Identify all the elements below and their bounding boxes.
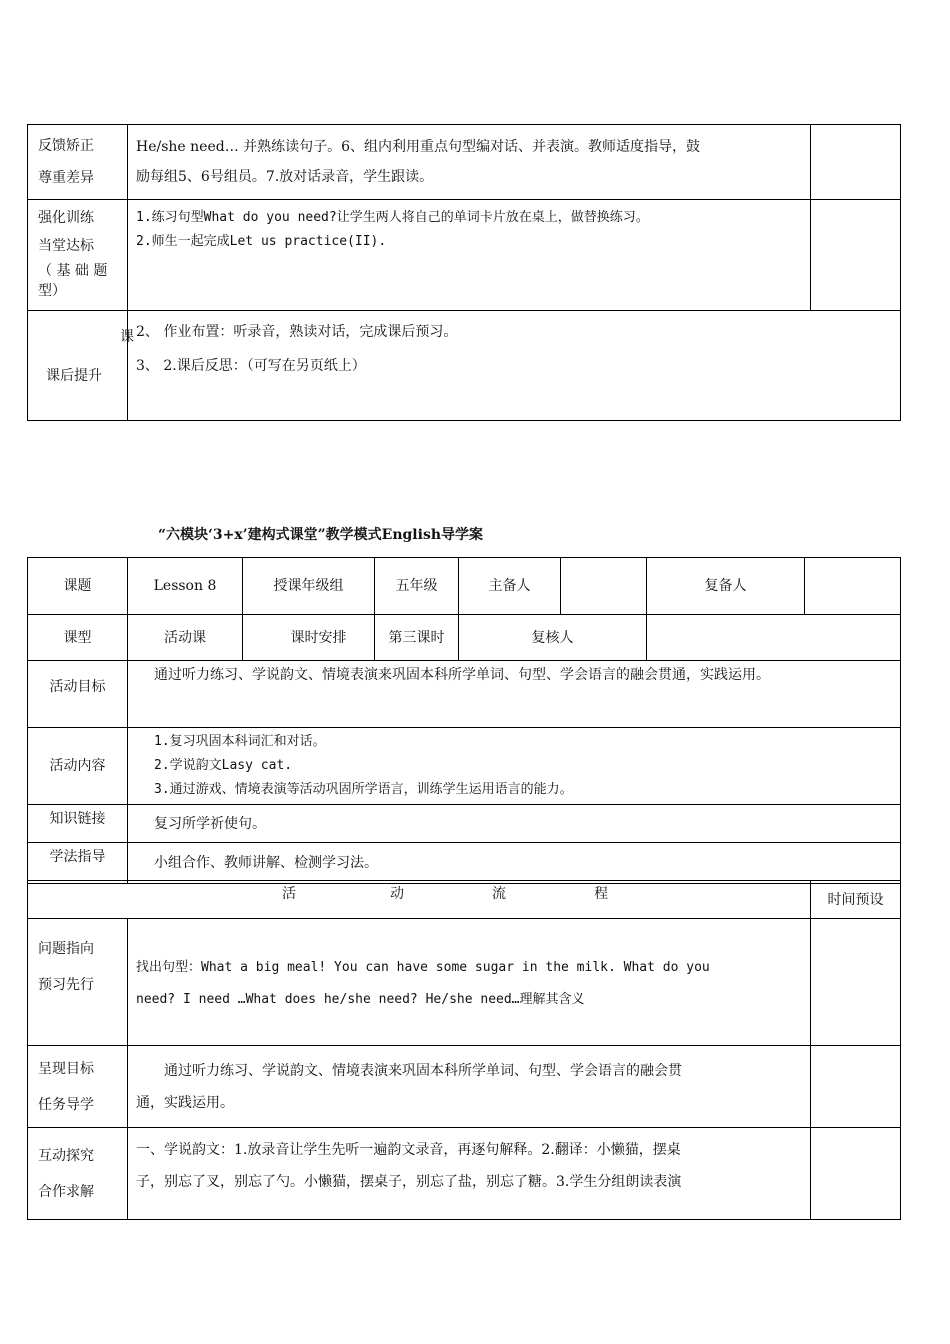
- flow-table: [27, 880, 901, 1220]
- knowledge-label: 知识链接: [28, 805, 128, 843]
- present-time: [811, 1046, 901, 1128]
- feedback-content: He/she need… 并熟练读句子。6、组内利用重点句型编对话、并表演。教师适度指导，鼓 励每组5、6号组员。7.放对话录音，学生跟读。: [128, 125, 811, 200]
- method-label: 学法指导: [28, 843, 128, 884]
- present-label: 呈现目标 任务导学: [28, 1046, 128, 1128]
- present-content: 通过听力练习、学说韵文、情境表演来巩固本科所学单词、句型、学会语言的融会贯 通，实践运用。: [128, 1046, 811, 1128]
- lesson-type-table: [27, 614, 901, 661]
- interact-content: 一、学说韵文：1.放录音让学生先听一遍韵文录音，再逐句解释。2.翻译：小懒猫，摆桌 子，别忘了叉，别忘了勺。小懒猫，摆桌子，别忘了盐，别忘了糖。3.学生分组朗读表演: [128, 1128, 811, 1220]
- flow-char: 活: [282, 886, 296, 902]
- schedule-label: 课时安排: [243, 615, 375, 661]
- topic-value: Lesson 8: [128, 558, 243, 615]
- feedback-label: 反馈矫正 尊重差异: [28, 125, 128, 200]
- preview-time: [811, 919, 901, 1046]
- content-item: 3.通过游戏、情境表演等活动巩固所学语言，训练学生运用语言的能力。: [154, 782, 573, 797]
- preparer-label: 主备人: [459, 558, 561, 615]
- practice-content: 1.练习句型What do you need?让学生两人将自己的单词卡片放在桌上，做替换练习。 2.师生一起完成Let us practice(II).: [128, 200, 811, 311]
- practice-time: [811, 200, 901, 311]
- content-item: 1.复习巩固本科词汇和对话。: [154, 734, 326, 749]
- preparer-value: [561, 558, 647, 615]
- co-preparer-label: 复备人: [647, 558, 805, 615]
- schedule-value: 第三课时: [375, 615, 459, 661]
- interact-time: [811, 1128, 901, 1220]
- flow-header: [28, 881, 811, 919]
- reviewer-label: 复核人: [459, 615, 647, 661]
- doc-title: “六模块‘3+x’建构式课堂”教学模式English导学案: [158, 527, 484, 543]
- time-preset-label: 时间预设: [811, 881, 901, 919]
- extension-label: 课后提升 课: [28, 311, 128, 421]
- reviewer-value: [647, 615, 901, 661]
- co-preparer-value: [805, 558, 901, 615]
- feedback-table: [27, 124, 901, 421]
- info-table: [27, 660, 901, 884]
- knowledge-text: 复习所学祈使句。: [128, 805, 901, 843]
- flow-char: 动: [390, 886, 404, 902]
- feedback-time: [811, 125, 901, 200]
- preview-label: 问题指向 预习先行: [28, 919, 128, 1046]
- content-item: 2.学说韵文Lasy cat.: [154, 758, 293, 773]
- goals-text: 通过听力练习、学说韵文、情境表演来巩固本科所学单词、句型、学会语言的融会贯通，实践运用。: [128, 661, 901, 728]
- topic-label: 课题: [28, 558, 128, 615]
- grade-value: 五年级: [375, 558, 459, 615]
- lesson-header-table: [27, 557, 901, 615]
- grade-label: 授课年级组: [243, 558, 375, 615]
- interact-label: 互动探究 合作求解: [28, 1128, 128, 1220]
- type-label: 课型: [28, 615, 128, 661]
- flow-char: 程: [594, 886, 608, 902]
- goals-label: 活动目标: [28, 661, 128, 728]
- practice-label: 强化训练 当堂达标 （ 基 础 题 型）: [28, 200, 128, 311]
- extension-content: 2、 作业布置：听录音，熟读对话，完成课后预习。 3、 2.课后反思：（可写在另页纸上）: [128, 311, 901, 421]
- content-list: [128, 728, 901, 805]
- method-text: 小组合作、教师讲解、检测学习法。: [128, 843, 901, 884]
- flow-char: 流: [492, 886, 506, 902]
- preview-content: 找出句型：What a big meal! You can have some sugar in the milk. What do you need? I need …What does he/she need? He/she need…理解其含义: [128, 919, 811, 1046]
- content-label: 活动内容: [28, 728, 128, 805]
- type-value: 活动课: [128, 615, 243, 661]
